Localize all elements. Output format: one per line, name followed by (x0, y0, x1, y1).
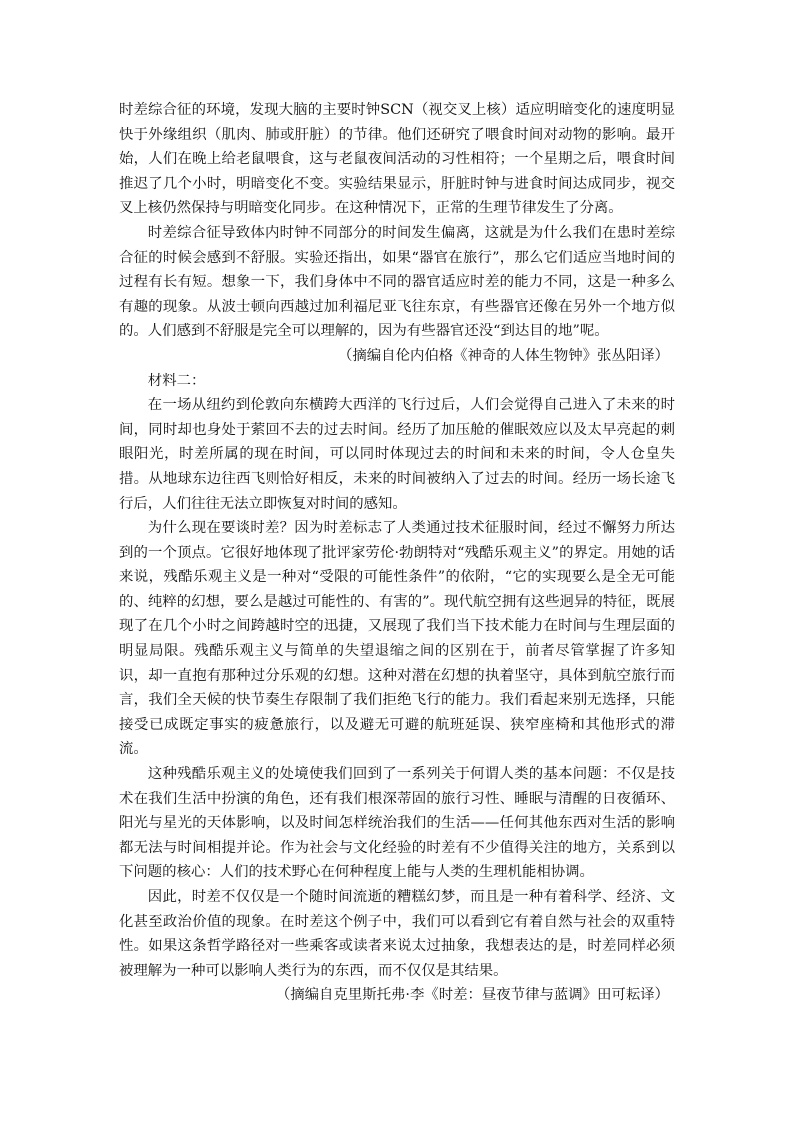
material1-paragraph-2: 时差综合征导致体内时钟不同部分的时间发生偏离，这就是为什么我们在患时差综合征的时候会感到不舒服。实验还指出，如果“器官在旅行”，那么它们适应当地时间的过程有长有短。想象一下，我们身体中不同的器官适应时差的能力不同，这是一种多么有趣的现象。从波士顿向西越过加利福尼亚飞往东京，有些器官还像在另外一个地方似的。人们感到不舒服是完全可以理解的，因为有些器官还没“到达目的地”呢。 (119, 224, 675, 340)
material2-paragraph-4: 因此，时差不仅仅是一个随时间流逝的糟糕幻梦，而且是一种有着科学、经济、文化甚至政治价值的现象。在时差这个例子中，我们可以看到它有着自然与社会的双重特性。如果这条哲学路径对一些乘客或读者来说太过抽象，我想表达的是，时差同样必须被理解为一种可以影响人类行为的东西，而不仅仅是其结果。 (119, 889, 675, 979)
material1-source: （摘编自伦内伯格《神奇的人体生物钟》张丛阳译） (338, 347, 669, 364)
material2-paragraph-3: 这种残酷乐观主义的处境使我们回到了一系列关于何谓人类的基本问题：不仅是技术在我们生活中扮演的角色，还有我们根深蒂固的旅行习性、睡眠与清醒的日夜循环、阳光与星光的天体影响，以及时间怎样统治我们的生活——任何其他东西对生活的影响都无法与时间相提并论。作为社会与文化经验的时差有不少值得关注的地方，关系到以下问题的核心：人们的技术野心在何种程度上能与人类的生理机能相协调。 (119, 766, 675, 881)
material2-source: （摘编自克里斯托弗·李《时差：昼夜节律与蓝调》田可耘译） (275, 987, 669, 1004)
document-page (119, 98, 675, 1008)
material2-paragraph-1: 在一场从纽约到伦敦向东横跨大西洋的飞行过后，人们会觉得自己进入了未来的时间，同时却也身处于萦回不去的过去时间。经历了加压舱的催眠效应以及太早亮起的刺眼阳光，时差所属的现在时间，可以同时体现过去的时间和未来的时间，令人仓皇失措。从地球东边往西飞则恰好相反，未来的时间被纳入了过去的时间。经历一场长途飞行后，人们往往无法立即恢复对时间的感知。 (119, 397, 675, 512)
material2-heading: 材料二： (147, 372, 206, 389)
material2-paragraph-2: 为什么现在要谈时差？因为时差标志了人类通过技术征服时间，经过不懈努力所达到的一个顶点。它很好地体现了批评家劳伦·勃朗特对“残酷乐观主义”的界定。用她的话来说，残酷乐观主义是一种对“受限的可能性条件”的依附，“它的实现要么是全无可能的、纯粹的幻想，要么是越过可能性的、有害的”。现代航空拥有这些迥异的特征，既展现了在几个小时之间跨越时空的迅捷，又展现了我们当下技术能力在时间与生理层面的明显局限。残酷乐观主义与简单的失望退缩之间的区别在于，前者尽管掌握了许多知识，却一直抱有那种过分乐观的幻想。这种对潜在幻想的执着坚守，具体到航空旅行而言，我们全天候的快节奏生存限制了我们拒绝飞行的能力。我们看起来别无选择，只能接受已成既定事实的疲惫旅行，以及避无可避的航班延误、狭窄座椅和其他形式的滞流。 (119, 520, 675, 758)
material1-paragraph-1: 时差综合征的环境，发现大脑的主要时钟SCN（视交叉上核）适应明暗变化的速度明显快于外缘组织（肌肉、肺或肝脏）的节律。他们还研究了喂食时间对动物的影响。最开始，人们在晚上给老鼠喂食，这与老鼠夜间活动的习性相符；一个星期之后，喂食时间推迟了几个小时，明暗变化不变。实验结果显示，肝脏时钟与进食时间达成同步，视交叉上核仍然保持与明暗变化同步。在这种情况下，正常的生理节律发生了分离。 (119, 102, 675, 217)
